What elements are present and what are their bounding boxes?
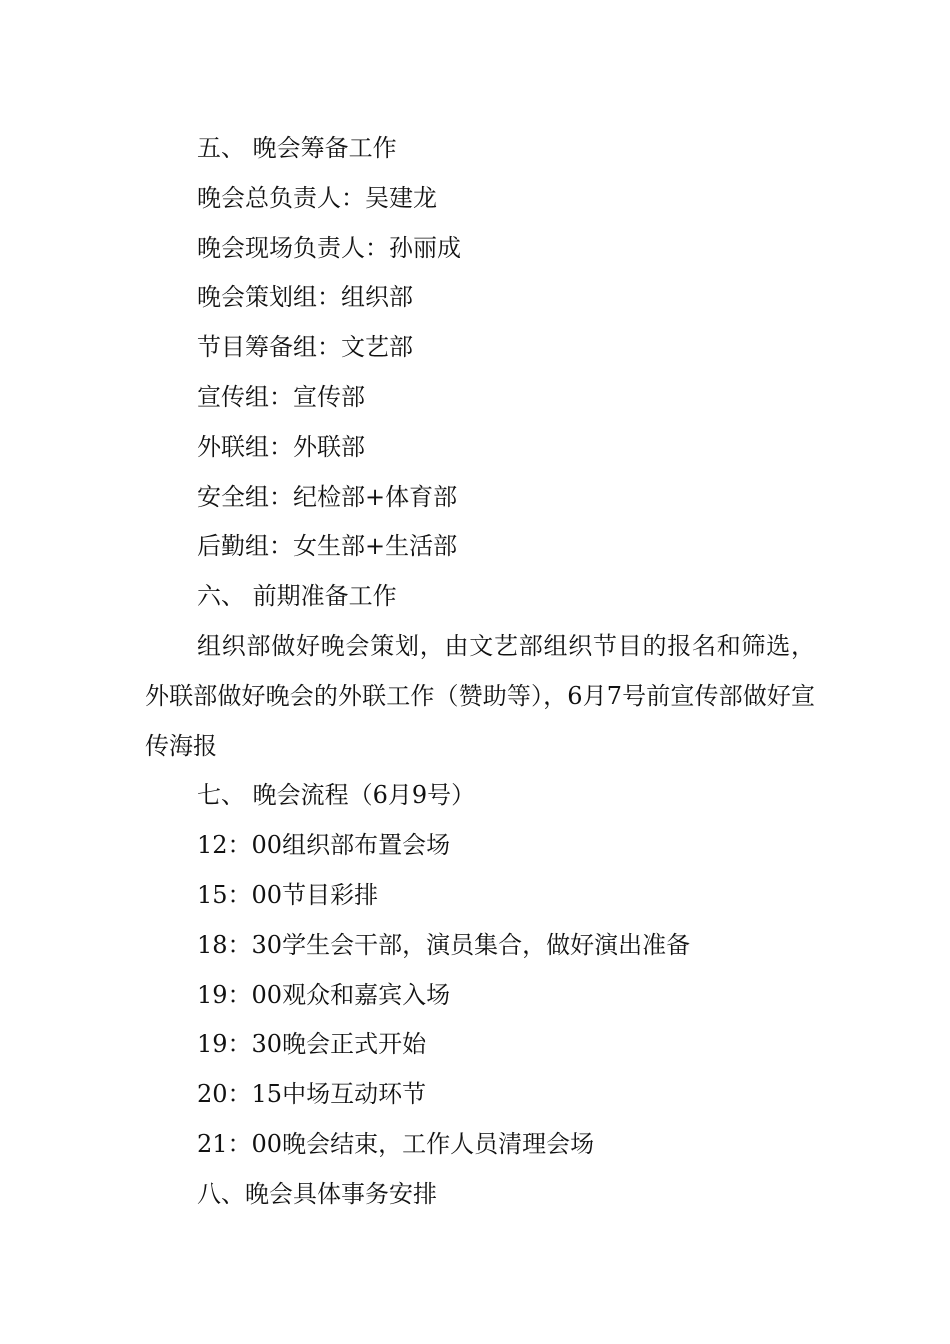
role-line: 宣传组：宣传部	[197, 382, 365, 411]
role-line: 晚会策划组：组织部	[197, 283, 413, 312]
section-heading-schedule: 七、 晚会流程（6月9号）	[197, 781, 476, 810]
role-line: 晚会总负责人：吴建龙	[197, 183, 437, 212]
role-line: 晚会现场负责人：孙丽成	[197, 233, 461, 262]
section-heading-early-work: 六、 前期准备工作	[197, 582, 397, 611]
schedule-item: 21：00晚会结束，工作人员清理会场	[197, 1129, 595, 1158]
schedule-item: 12：00组织部布置会场	[197, 831, 451, 860]
section-heading-arrangements: 八、晚会具体事务安排	[197, 1179, 437, 1208]
section-heading-preparation: 五、 晚会筹备工作	[197, 134, 397, 162]
document-body	[145, 124, 815, 1220]
schedule-item: 19：00观众和嘉宾入场	[197, 980, 451, 1009]
schedule-item: 19：30晚会正式开始	[197, 1030, 427, 1059]
early-work-paragraph: 组织部做好晚会策划，由文艺部组织节目的报名和筛选，外联部做好晚会的外联工作（赞助等），6月7号前宣传部做好宣传海报	[145, 631, 815, 760]
role-line: 安全组：纪检部+体育部	[197, 482, 458, 511]
schedule-item: 15：00节目彩排	[197, 880, 379, 909]
role-line: 外联组：外联部	[197, 432, 365, 461]
role-line: 后勤组：女生部+生活部	[197, 532, 458, 561]
role-line: 节目筹备组：文艺部	[197, 333, 413, 362]
schedule-item: 20：15中场互动环节	[197, 1080, 427, 1109]
schedule-item: 18：30学生会干部，演员集合，做好演出准备	[197, 930, 691, 959]
